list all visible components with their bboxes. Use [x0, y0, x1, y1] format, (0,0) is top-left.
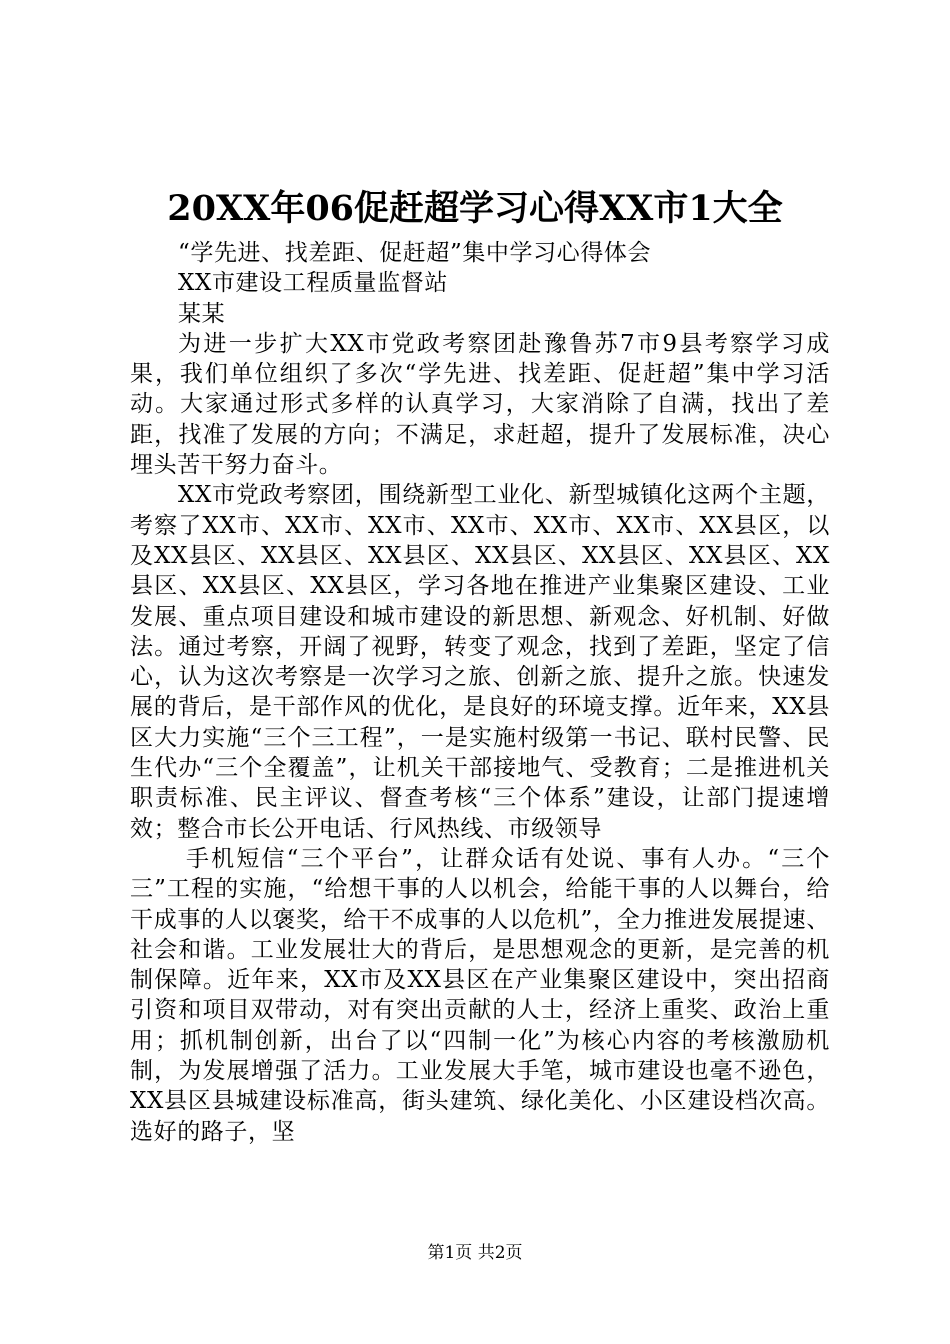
paragraph-sms-platform: 手机短信“三个平台”，让群众话有处说、事有人办。“三个三”工程的实施，“给想干事的人以机会，给能干事的人以舞台，给干成事的人以褒奖，给干不成事的人以危机”，全力推进发展提速、社会和谐。工业发展壮大的背后，是思想观念的更新，是完善的机制保障。近年来，XX市及XX县区在产业集聚区建设中，突出招商引资和项目双带动，对有突出贡献的人士，经济上重奖、政治上重用；抓机制创新，出台了以“四制一化”为核心内容的考核激励机制，为发展增强了活力。工业发展大手笔，城市建设也毫不逊色，XX县区县城建设标准高，街头建筑、绿化美化、小区建设档次高。选好的路子，坚 — [130, 845, 830, 1145]
document-body — [130, 238, 830, 1147]
page-number-footer: 第1页 共2页 — [427, 1243, 523, 1263]
paragraph-organization: XX市建设工程质量监督站 — [178, 270, 448, 297]
paragraph-subtitle: “学先进、找差距、促赶超”集中学习心得体会 — [178, 240, 652, 266]
paragraph-intro: 为进一步扩大XX市党政考察团赴豫鲁苏7市9县考察学习成果，我们单位组织了多次“学先进、找差距、促赶超”集中学习活动。大家通过形式多样的认真学习，大家消除了自满，找出了差距，找准了发展的方向；不满足，求赶超，提升了发展标准，决心埋头苦干努力奋斗。 — [130, 330, 830, 479]
paragraph-delegation: XX市党政考察团，围绕新型工业化、新型城镇化这两个主题，考察了XX市、XX市、XX市、XX市、XX市、XX市、XX县区，以及XX县区、XX县区、XX县区、XX县区、XX县区、XX县区、XX县区、XX县区、XX县区，学习各地在推进产业集聚区建设、工业发展、重点项目建设和城市建设的新思想、新观念、好机制、好做法。通过考察，开阔了视野，转变了观念，找到了差距，坚定了信心，认为这次考察是一次学习之旅、创新之旅、提升之旅。快速发展的背后，是干部作风的优化，是良好的环境支撑。近年来，XX县区大力实施“三个三工程”，一是实施村级第一书记、联村民警、民生代办“三个全覆盖”，让机关干部接地气、受教育；二是推进机关职责标准、民主评议、督查考核“三个体系”建设，让部门提速增效；整合市长公开电话、行风热线、市级领导 — [130, 482, 830, 842]
paragraph-author: 某某 — [178, 300, 226, 327]
document-title: 20XX年06促赶超学习心得XX市1大全 — [167, 188, 783, 229]
